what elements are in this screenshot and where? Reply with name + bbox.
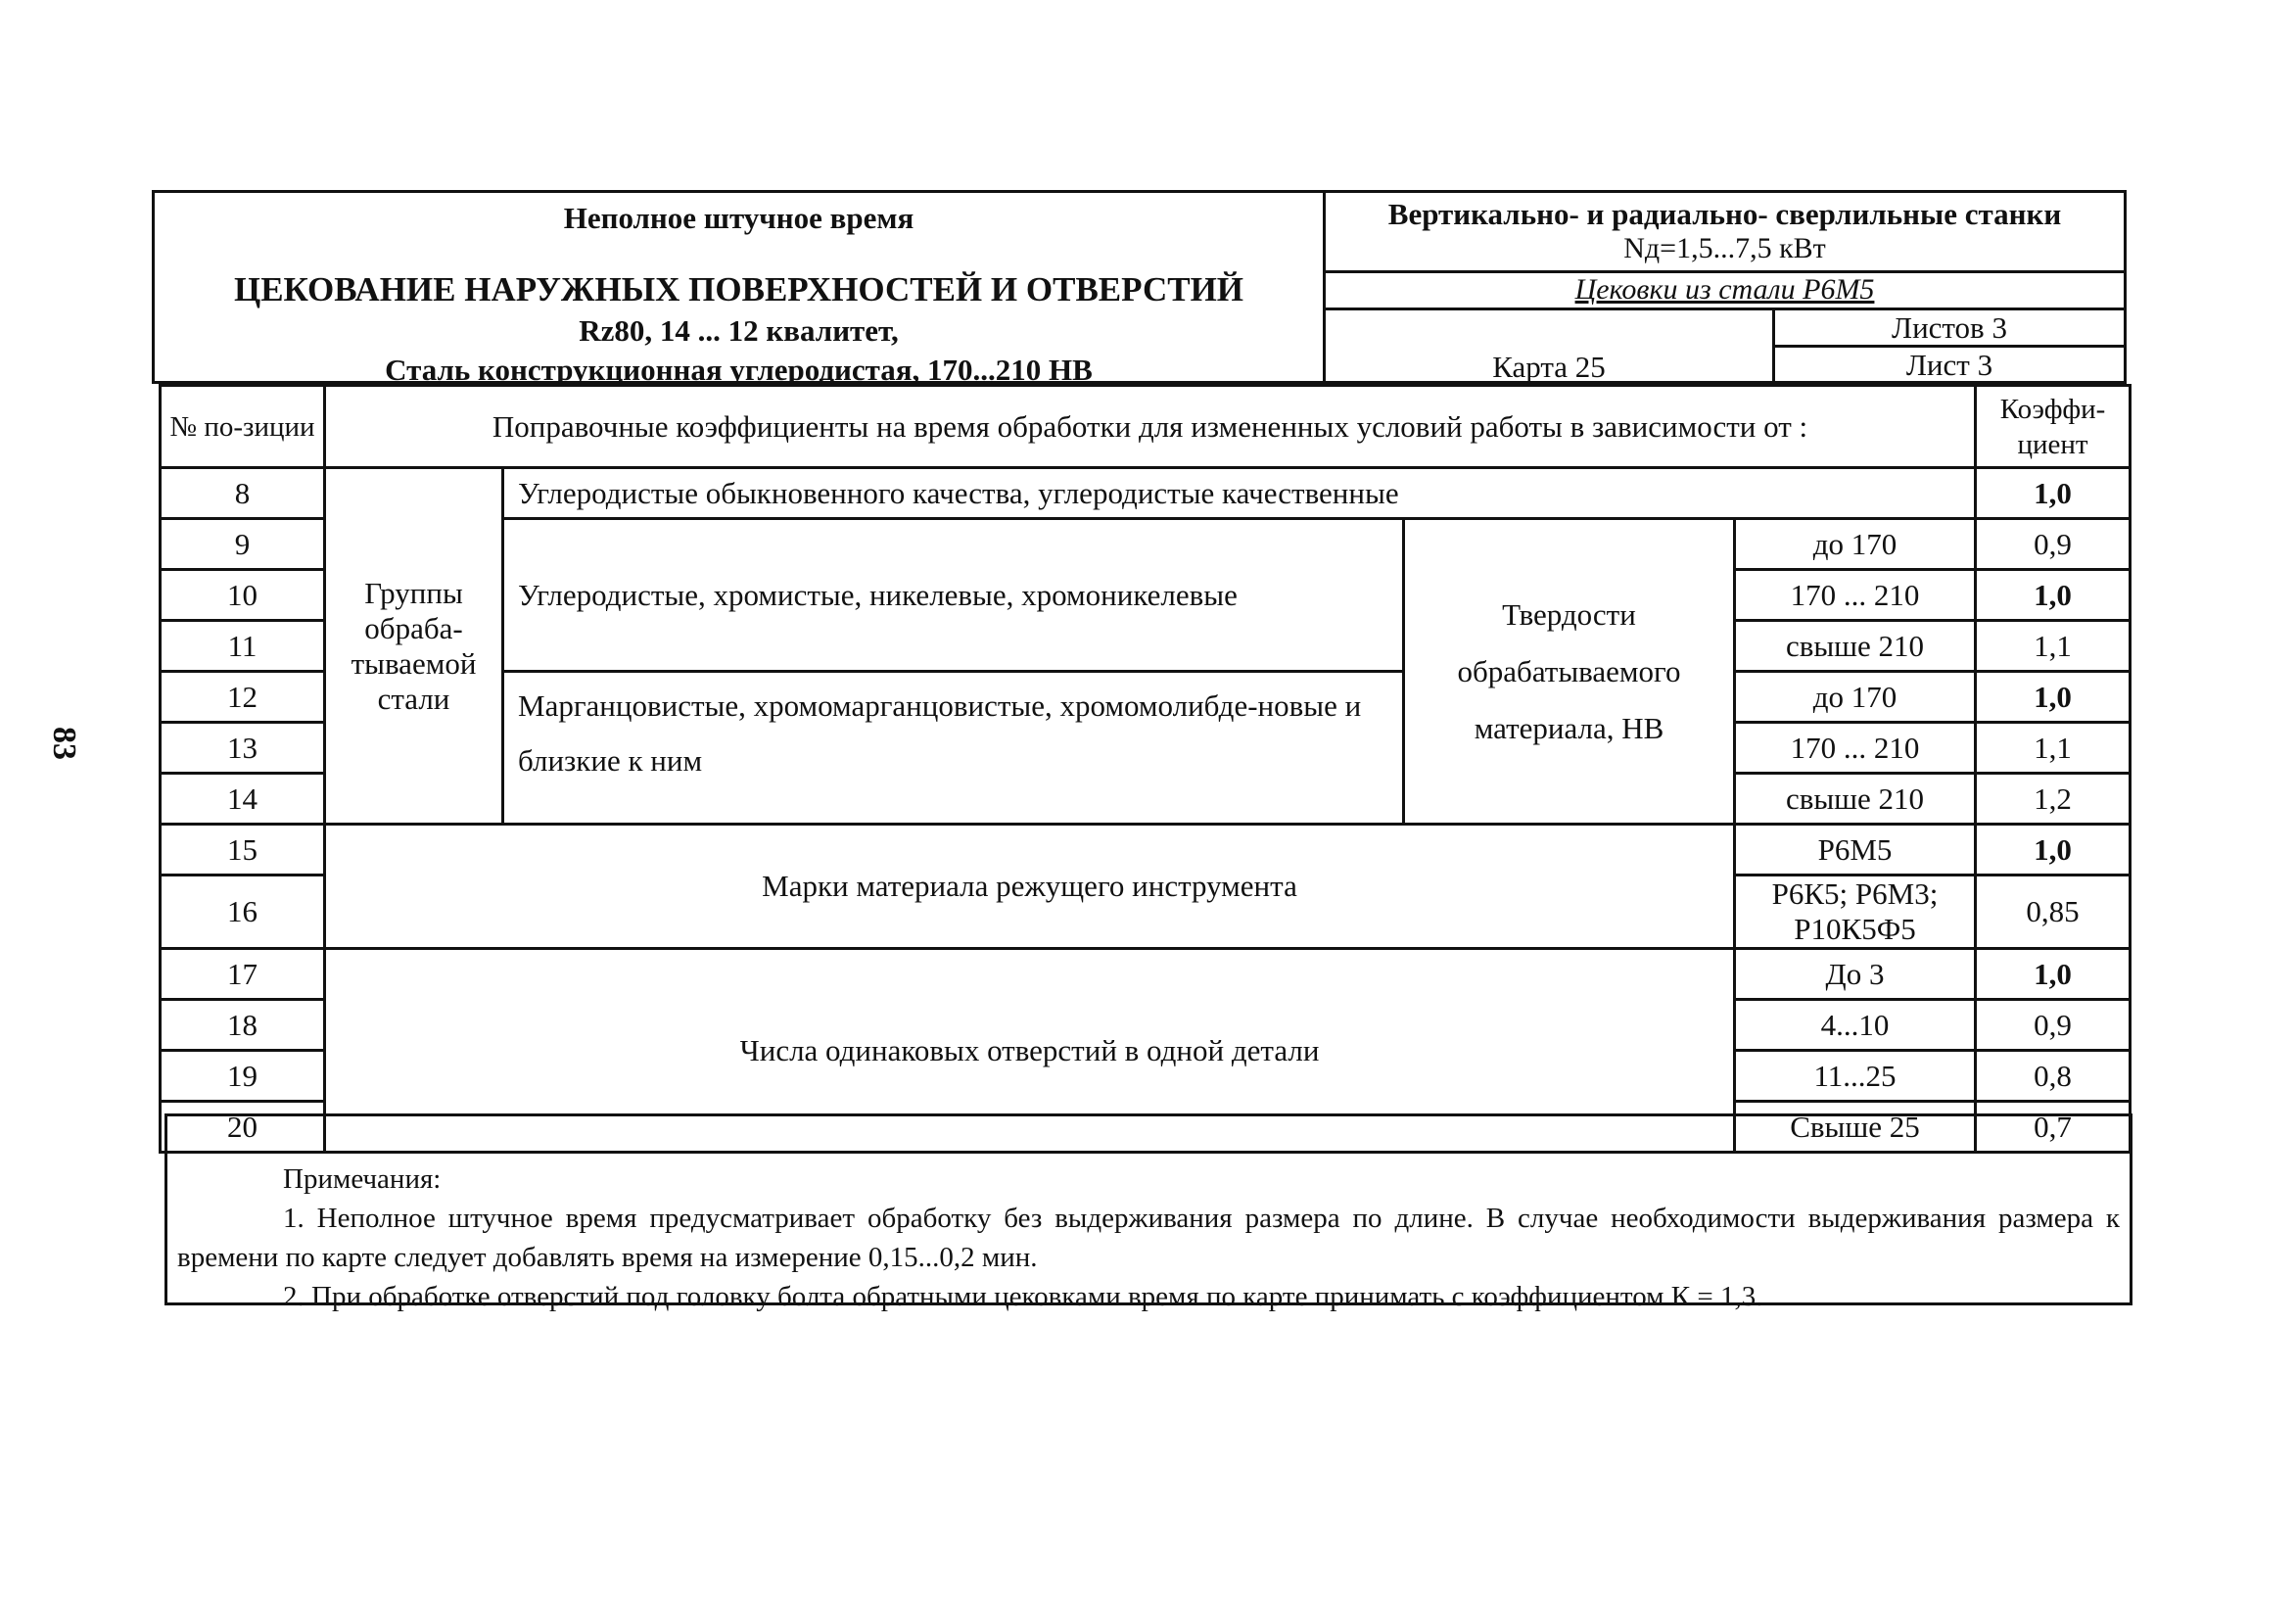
row-coef: 1,0 bbox=[1976, 949, 2131, 1000]
row-condition: 11...25 bbox=[1735, 1051, 1976, 1102]
row-pos: 16 bbox=[161, 875, 325, 949]
machine-line2: Nд=1,5...7,5 кВт bbox=[1623, 232, 1826, 264]
header-subtitle: Неполное штучное время bbox=[563, 201, 914, 235]
row-coef: 1,0 bbox=[1976, 672, 2131, 723]
row-pos: 18 bbox=[161, 1000, 325, 1051]
notes-title: Примечания: bbox=[283, 1163, 442, 1195]
steel-type-manganese: Марганцовистые, хромомарганцовистые, хромомолибде-новые и близкие к ним bbox=[503, 672, 1404, 825]
table-row bbox=[161, 949, 2131, 1000]
row-pos: 12 bbox=[161, 672, 325, 723]
row-coef: 0,8 bbox=[1976, 1051, 2131, 1102]
row-pos: 8 bbox=[161, 468, 325, 519]
row-pos: 17 bbox=[161, 949, 325, 1000]
header-info-block bbox=[1326, 193, 2124, 384]
row-condition: свыше 210 bbox=[1735, 774, 1976, 825]
machine-info bbox=[1326, 193, 2124, 273]
row-coef: 0,9 bbox=[1976, 519, 2131, 570]
table-row bbox=[161, 825, 2131, 875]
row-condition: Свыше 25 bbox=[1735, 1102, 1976, 1153]
row-coef: 1,0 bbox=[1976, 468, 2131, 519]
card-header bbox=[152, 190, 2127, 387]
sheets-total: Листов 3 bbox=[1775, 310, 2124, 348]
hardness-label: Твердости обрабатываемого материала, НВ bbox=[1404, 519, 1735, 825]
header-title-block bbox=[155, 193, 1326, 387]
row-condition: 170 ... 210 bbox=[1735, 570, 1976, 621]
row-coef: 1,1 bbox=[1976, 723, 2131, 774]
note-2: 2. При обработке отверстий под головку болта обратными цековками время по карте принимать с коэффициентом К = 1,3. bbox=[283, 1281, 1763, 1312]
row-condition: До 3 bbox=[1735, 949, 1976, 1000]
steel-group-label: Группы обраба-тываемой стали bbox=[325, 468, 503, 825]
col-position-header: № по-зиции bbox=[161, 386, 325, 468]
header-line3: Сталь конструкционная углеродистая, 170...210 НВ bbox=[385, 353, 1093, 387]
note-1: 1. Неполное штучное время предусматривает обработку без выдерживания размера по длине. В случае необходимости выдерживания размера к времени по карте следует добавлять время на измерение 0,15...0,2 мин. bbox=[177, 1203, 2120, 1273]
row-coef: 1,2 bbox=[1976, 774, 2131, 825]
row-condition: свыше 210 bbox=[1735, 621, 1976, 672]
tool-info: Цековки из стали Р6М5 bbox=[1326, 273, 2124, 310]
card-number: Карта 25 bbox=[1326, 310, 1775, 381]
row-coef: 0,9 bbox=[1976, 1000, 2131, 1051]
steel-type-carbon: Углеродистые обыкновенного качества, углеродистые качественные bbox=[503, 468, 1976, 519]
table-row bbox=[161, 468, 2131, 519]
col-coef-header: Коэффи-циент bbox=[1976, 386, 2131, 468]
row-pos: 11 bbox=[161, 621, 325, 672]
row-pos: 20 bbox=[161, 1102, 325, 1153]
sheet-number: Лист 3 bbox=[1905, 348, 1993, 382]
row-coef: 1,0 bbox=[1976, 825, 2131, 875]
table-header-row bbox=[161, 386, 2131, 468]
row-pos: 15 bbox=[161, 825, 325, 875]
row-condition: Р6К5; Р6М3; Р10К5Ф5 bbox=[1735, 875, 1976, 949]
row-coef: 1,1 bbox=[1976, 621, 2131, 672]
col-main-header: Поправочные коэффициенты на время обработки для измененных условий работы в зависимости от : bbox=[325, 386, 1976, 468]
coefficients-table bbox=[159, 384, 2132, 1154]
row-condition: до 170 bbox=[1735, 672, 1976, 723]
row-pos: 9 bbox=[161, 519, 325, 570]
row-pos: 13 bbox=[161, 723, 325, 774]
row-pos: 10 bbox=[161, 570, 325, 621]
row-coef: 0,85 bbox=[1976, 875, 2131, 949]
row-condition: до 170 bbox=[1735, 519, 1976, 570]
steel-type-alloy: Углеродистые, хромистые, никелевые, хромоникелевые bbox=[503, 519, 1404, 672]
header-line2: Rz80, 14 ... 12 квалитет, bbox=[579, 313, 899, 348]
row-condition: 4...10 bbox=[1735, 1000, 1976, 1051]
row-condition: 170 ... 210 bbox=[1735, 723, 1976, 774]
row-coef: 0,7 bbox=[1976, 1102, 2131, 1153]
holes-count-label: Числа одинаковых отверстий в одной детали bbox=[325, 949, 1735, 1153]
notes-block bbox=[164, 1113, 2132, 1312]
row-coef: 1,0 bbox=[1976, 570, 2131, 621]
row-pos: 14 bbox=[161, 774, 325, 825]
row-condition: Р6М5 bbox=[1735, 825, 1976, 875]
header-title: ЦЕКОВАНИЕ НАРУЖНЫХ ПОВЕРХНОСТЕЙ И ОТВЕРСТИЙ bbox=[233, 270, 1244, 308]
page-number: 83 bbox=[46, 727, 82, 760]
machine-line1: Вертикально- и радиально- сверлильные станки bbox=[1387, 197, 2062, 231]
row-pos: 19 bbox=[161, 1051, 325, 1102]
tool-material-label: Марки материала режущего инструмента bbox=[325, 825, 1735, 949]
